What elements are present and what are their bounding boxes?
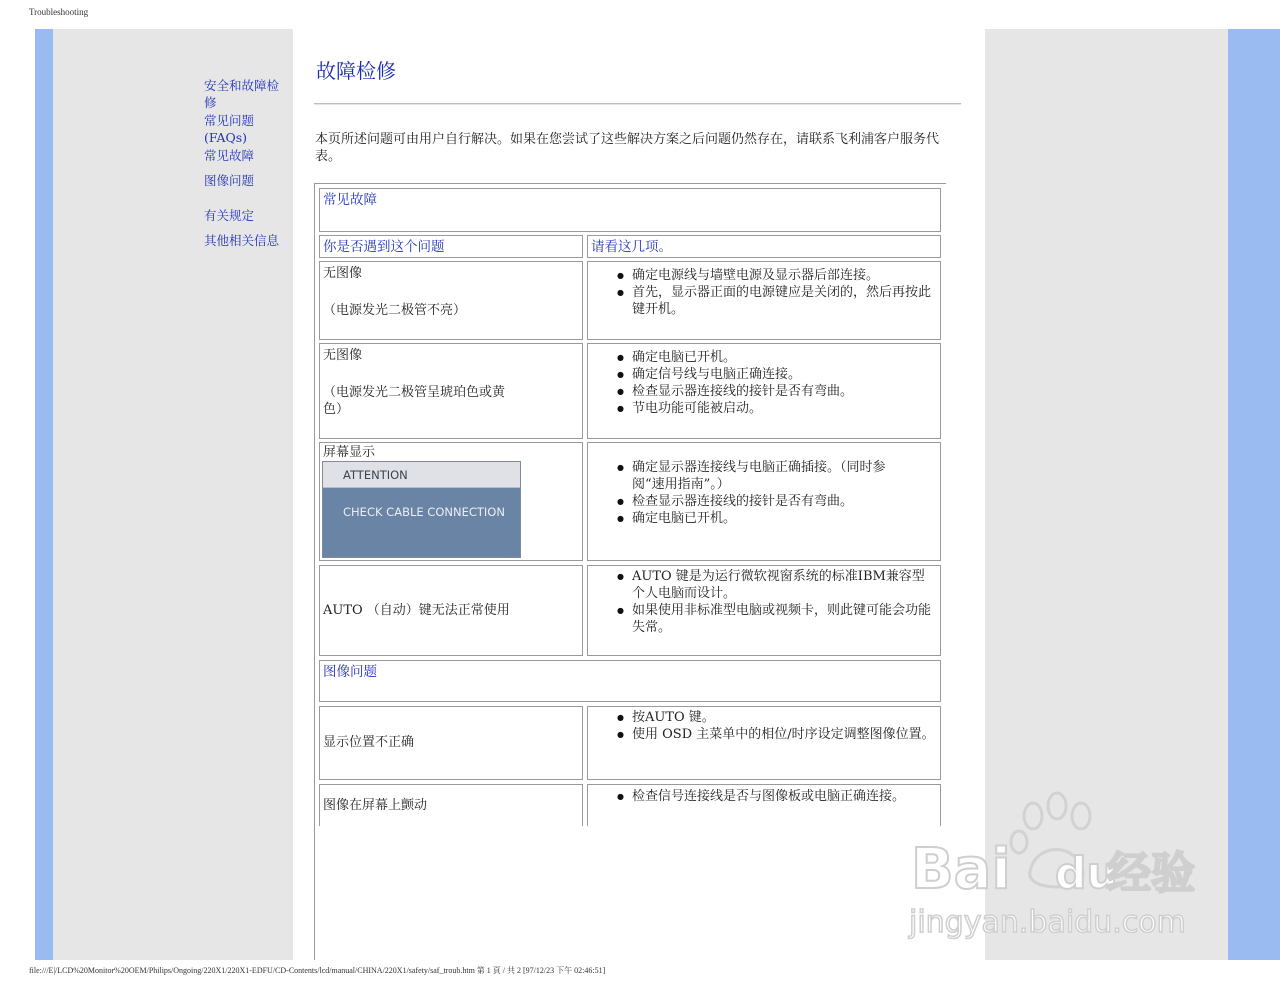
nav-link-faq-line1: 常见问题: [204, 113, 255, 128]
list-item: ● 确定电脑已开机。: [617, 349, 937, 366]
osd-title: ATTENTION: [323, 462, 520, 488]
table-row-solutions: [587, 706, 941, 780]
problem-title: 显示位置不正确: [323, 735, 415, 750]
problem-title: AUTO （自动）键无法正常使用: [323, 603, 510, 618]
column-header-check: [587, 235, 941, 258]
page-header: Troubleshooting: [29, 7, 89, 17]
list-item: ● 首先，显示器正面的电源键应是关闭的，然后再按此键开机。: [617, 284, 937, 318]
list-item: ● 检查信号连接线是否与图像板或电脑正确连接。: [617, 788, 937, 805]
table-row-solutions: [587, 442, 941, 561]
title-divider: [314, 103, 961, 105]
table-row-problem: [319, 565, 583, 656]
list-item: ● 确定信号线与电脑正确连接。: [617, 366, 937, 383]
page-title: 故障检修: [316, 59, 396, 83]
osd-warning-screen: [322, 461, 521, 558]
left-blue-band: [35, 29, 53, 960]
table-row-solutions: [587, 565, 941, 656]
list-item: ● 如果使用非标准型电脑或视频卡，则此键可能会功能失常。: [617, 602, 937, 636]
nav-link-other-info[interactable]: 其他相关信息: [204, 233, 280, 248]
table-row-problem: [319, 261, 583, 340]
table-row-problem: [319, 343, 583, 439]
nav-link-regulatory[interactable]: 有关规定: [204, 208, 255, 223]
right-blue-band: [1228, 29, 1280, 960]
problem-title: 无图像: [323, 266, 363, 281]
col-problem-label: 你是否遇到这个问题: [323, 239, 445, 255]
nav-link-image-problems[interactable]: 图像问题: [204, 173, 255, 188]
nav-link-common-problems[interactable]: 常见故障: [204, 148, 255, 163]
baidu-watermark-logo: [905, 780, 1215, 950]
table-row-solutions: [587, 261, 941, 340]
col-check-label: 请看这几项。: [591, 239, 672, 255]
problem-title: 图像在屏幕上颤动: [323, 798, 428, 813]
nav-link-safety[interactable]: 安全和故障检修: [204, 78, 280, 110]
column-header-problem: [319, 235, 583, 258]
problem-detail: （电源发光二极管不亮）: [323, 303, 467, 318]
list-item: ● 节电功能可能被启动。: [617, 400, 937, 417]
problem-title: 屏幕显示: [323, 445, 376, 460]
svg-text:Bai: Bai: [911, 837, 1011, 902]
table-row-problem: [319, 706, 583, 780]
table-row-solutions: [587, 784, 941, 826]
navigation-panel: [53, 29, 293, 960]
svg-text:du: du: [1055, 848, 1118, 899]
section-common-label: 常见故障: [323, 192, 377, 208]
list-item: ● 确定电源线与墙壁电源及显示器后部连接。: [617, 267, 937, 284]
list-item: ● 使用 OSD 主菜单中的相位/时序设定调整图像位置。: [617, 726, 937, 743]
list-item: ● AUTO 键是为运行微软视窗系统的标准IBM兼容型个人电脑而设计。: [617, 568, 937, 602]
nav-link-faq-line2: (FAQs): [204, 130, 248, 145]
page-footer: file:///E|/LCD%20Monitor%20OEM/Philips/Ongoing/220X1/220X1-EDFU/CD-Contents/lcd/manual/CHINA/220X1/safety/saf_troub.htm 第 1 頁 / 共 2 [97/12/23 下午 02:46:51]: [29, 966, 606, 975]
svg-text:jingyan.baidu.com: jingyan.baidu.com: [909, 905, 1186, 940]
section-header-image: [319, 660, 941, 702]
table-row-solutions: [587, 343, 941, 439]
list-item: ● 按AUTO 键。: [617, 709, 937, 726]
svg-text:经验: 经验: [1107, 848, 1195, 899]
section-image-label: 图像问题: [323, 664, 377, 680]
section-header-common: [319, 188, 941, 232]
list-item: ● 检查显示器连接线的接针是否有弯曲。: [617, 383, 937, 400]
problem-detail: （电源发光二极管呈琥珀色或黄色）: [323, 385, 506, 417]
osd-message: CHECK CABLE CONNECTION: [323, 488, 520, 557]
nav-link-faq[interactable]: [204, 112, 288, 146]
list-item: ● 确定电脑已开机。: [617, 510, 917, 527]
list-item: ● 确定显示器连接线与电脑正确插接。（同时参阅“速用指南”。）: [617, 459, 917, 493]
table-row-problem: [319, 784, 583, 826]
list-item: ● 检查显示器连接线的接针是否有弯曲。: [617, 493, 917, 510]
problem-title: 无图像: [323, 348, 363, 363]
intro-paragraph: 本页所述问题可由用户自行解决。如果在您尝试了这些解决方案之后问题仍然存在，请联系飞利浦客户服务代表。: [315, 132, 940, 164]
